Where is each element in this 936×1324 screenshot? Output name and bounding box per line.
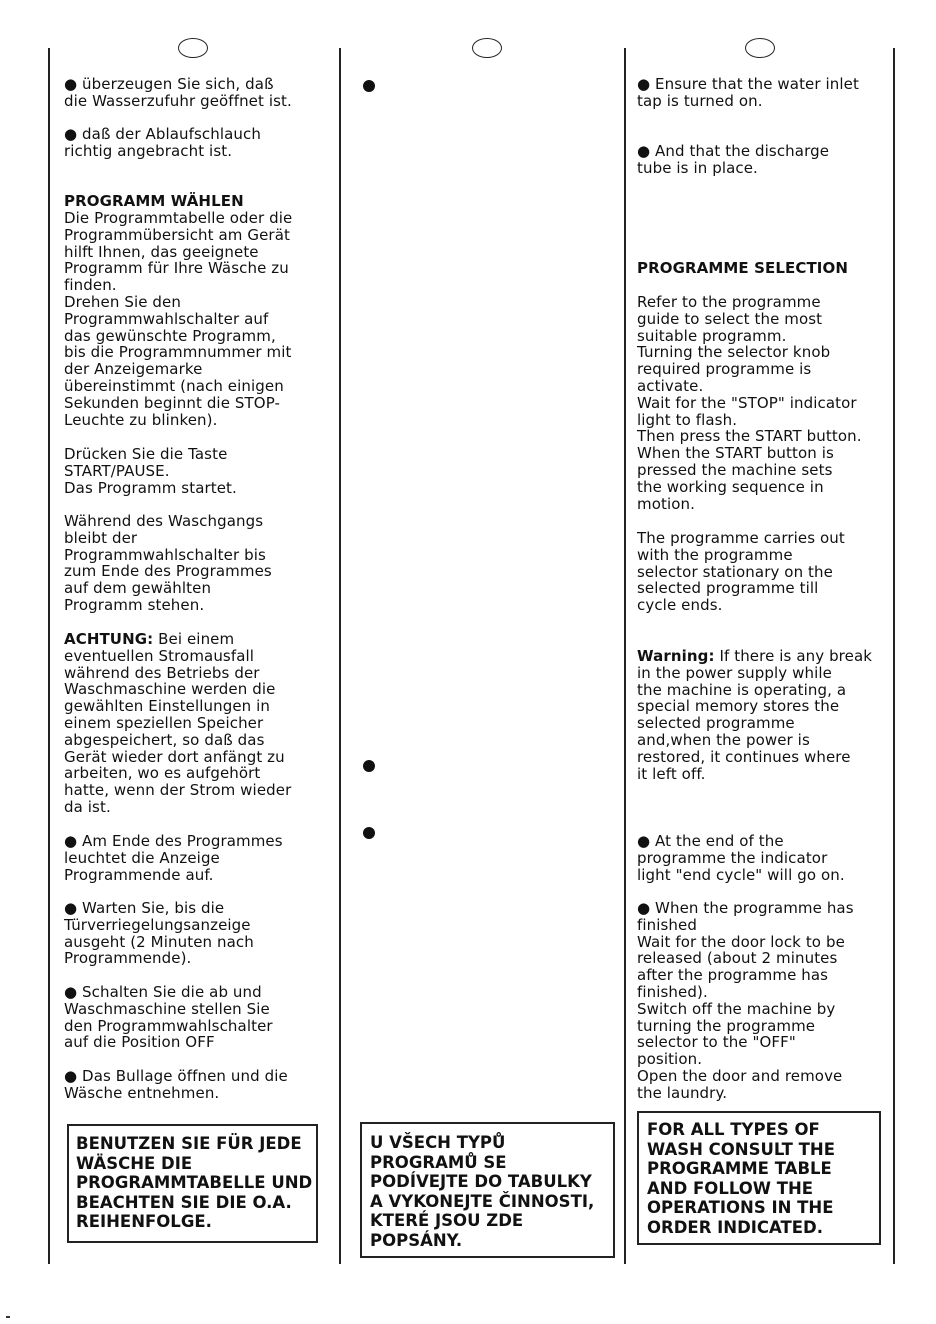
de-paragraph-door-lock: ● Warten Sie, bis die Türverriegelungsanzeige ausgeht (2 Minuten nach Programmende).: [64, 899, 254, 968]
en-section-heading: PROGRAMME SELECTION: [637, 259, 848, 277]
column-divider-right: [893, 48, 895, 1264]
cz-bullet-dot: [363, 760, 375, 772]
cz-bullet-dot: [363, 80, 375, 92]
en-warning-text: If there is any break in the power supply while the machine is operating, a special memory stores the selected programme and,when the power is restored, it continues where it left off.: [637, 647, 873, 783]
language-badge-german: [178, 38, 208, 58]
column-divider-left: [48, 48, 50, 1264]
de-paragraph-end-of-program: ● Am Ende des Programmes leuchtet die Anzeige Programmende auf.: [64, 832, 283, 884]
language-badge-czech: [472, 38, 502, 58]
column-divider-middle-right: [624, 48, 626, 1264]
de-paragraph-discharge-hose: ● daß der Ablaufschlauch richtig angebracht ist.: [64, 125, 261, 160]
de-warning-text: Bei einem eventuellen Stromausfall während des Betriebs der Waschmaschine werden die gewählten Einstellungen in einem speziellen Speicher abgespeichert, so daß das Gerät wieder dort anfängt zu arbeiten, wo es aufgehört hatte, wenn der Strom wieder da ist.: [64, 630, 292, 816]
en-paragraph-warning: [637, 648, 872, 782]
page-corner-mark: [6, 1316, 10, 1318]
column-divider-middle-left: [339, 48, 341, 1264]
en-paragraph-programme-runs: The programme carries out with the programme selector stationary on the selected programme till cycle ends.: [637, 529, 845, 615]
de-paragraph-warning: [64, 631, 291, 816]
de-paragraph-during-wash: Während des Waschgangs bleibt der Programmwahlschalter bis zum Ende des Programmes auf dem gewählten Programm stehen.: [64, 512, 272, 614]
language-badge-english: [745, 38, 775, 58]
de-section-heading: PROGRAMM WÄHLEN: [64, 192, 244, 210]
en-paragraph-end-cycle: ● At the end of the programme the indicator light "end cycle" will go on.: [637, 832, 845, 884]
en-paragraph-discharge-tube: ● And that the discharge tube is in place.: [637, 142, 830, 177]
en-instruction-box-text: FOR ALL TYPES OF WASH CONSULT THE PROGRAMME TABLE AND FOLLOW THE OPERATIONS IN THE ORDER INDICATED.: [647, 1120, 836, 1237]
de-instruction-box-text: BENUTZEN SIE FÜR JEDE WÄSCHE DIE PROGRAMMTABELLE UND BEACHTEN SIE DIE O.A. REIHENFOLGE.: [76, 1134, 313, 1231]
en-paragraph-water-inlet: ● Ensure that the water inlet tap is turned on.: [637, 75, 859, 110]
de-warning-label: ACHTUNG:: [64, 630, 154, 648]
en-paragraph-programme-selection: Refer to the programme guide to select the most suitable programm. Turning the selector knob required programme is activate. Wait for the "STOP" indicator light to flash. Then press the START button. When the START button is pressed the machine sets the working sequence in motion.: [637, 293, 862, 513]
en-warning-label: Warning:: [637, 647, 715, 665]
de-paragraph-program-selection: Die Programmtabelle oder die Programmübersicht am Gerät hilft Ihnen, das geeignete Programm für Ihre Wäsche zu finden. Drehen Sie den Programmwahlschalter auf das gewünschte Programm, bis die Programmnummer mit der Anzeigemarke übereinstimmt (nach einigen Sekunden beginnt die STOP- Leuchte zu blinken).: [64, 209, 293, 429]
cz-bullet-dot: [363, 827, 375, 839]
en-paragraph-door-and-switch-off: ● When the programme has finished Wait for the door lock to be released (about 2 minutes after the programme has finished). Switch off the machine by turning the programme selector to the "OFF" position. Open the door and remove the laundry.: [637, 899, 854, 1102]
de-paragraph-water-inlet: ● überzeugen Sie sich, daß die Wasserzufuhr geöffnet ist.: [64, 75, 292, 110]
cz-instruction-box-text: U VŠECH TYPŮ PROGRAMŮ SE PODÍVEJTE DO TABULKY A VYKONEJTE ČINNOSTI, KTERÉ JSOU ZDE POPSÁNY.: [370, 1133, 595, 1250]
de-paragraph-switch-off: ● Schalten Sie die ab und Waschmaschine stellen Sie den Programmwahlschalter auf die Position OFF: [64, 983, 273, 1052]
de-paragraph-remove-laundry: ● Das Bullage öffnen und die Wäsche entnehmen.: [64, 1067, 288, 1102]
de-paragraph-start-pause: Drücken Sie die Taste START/PAUSE. Das Programm startet.: [64, 445, 237, 497]
